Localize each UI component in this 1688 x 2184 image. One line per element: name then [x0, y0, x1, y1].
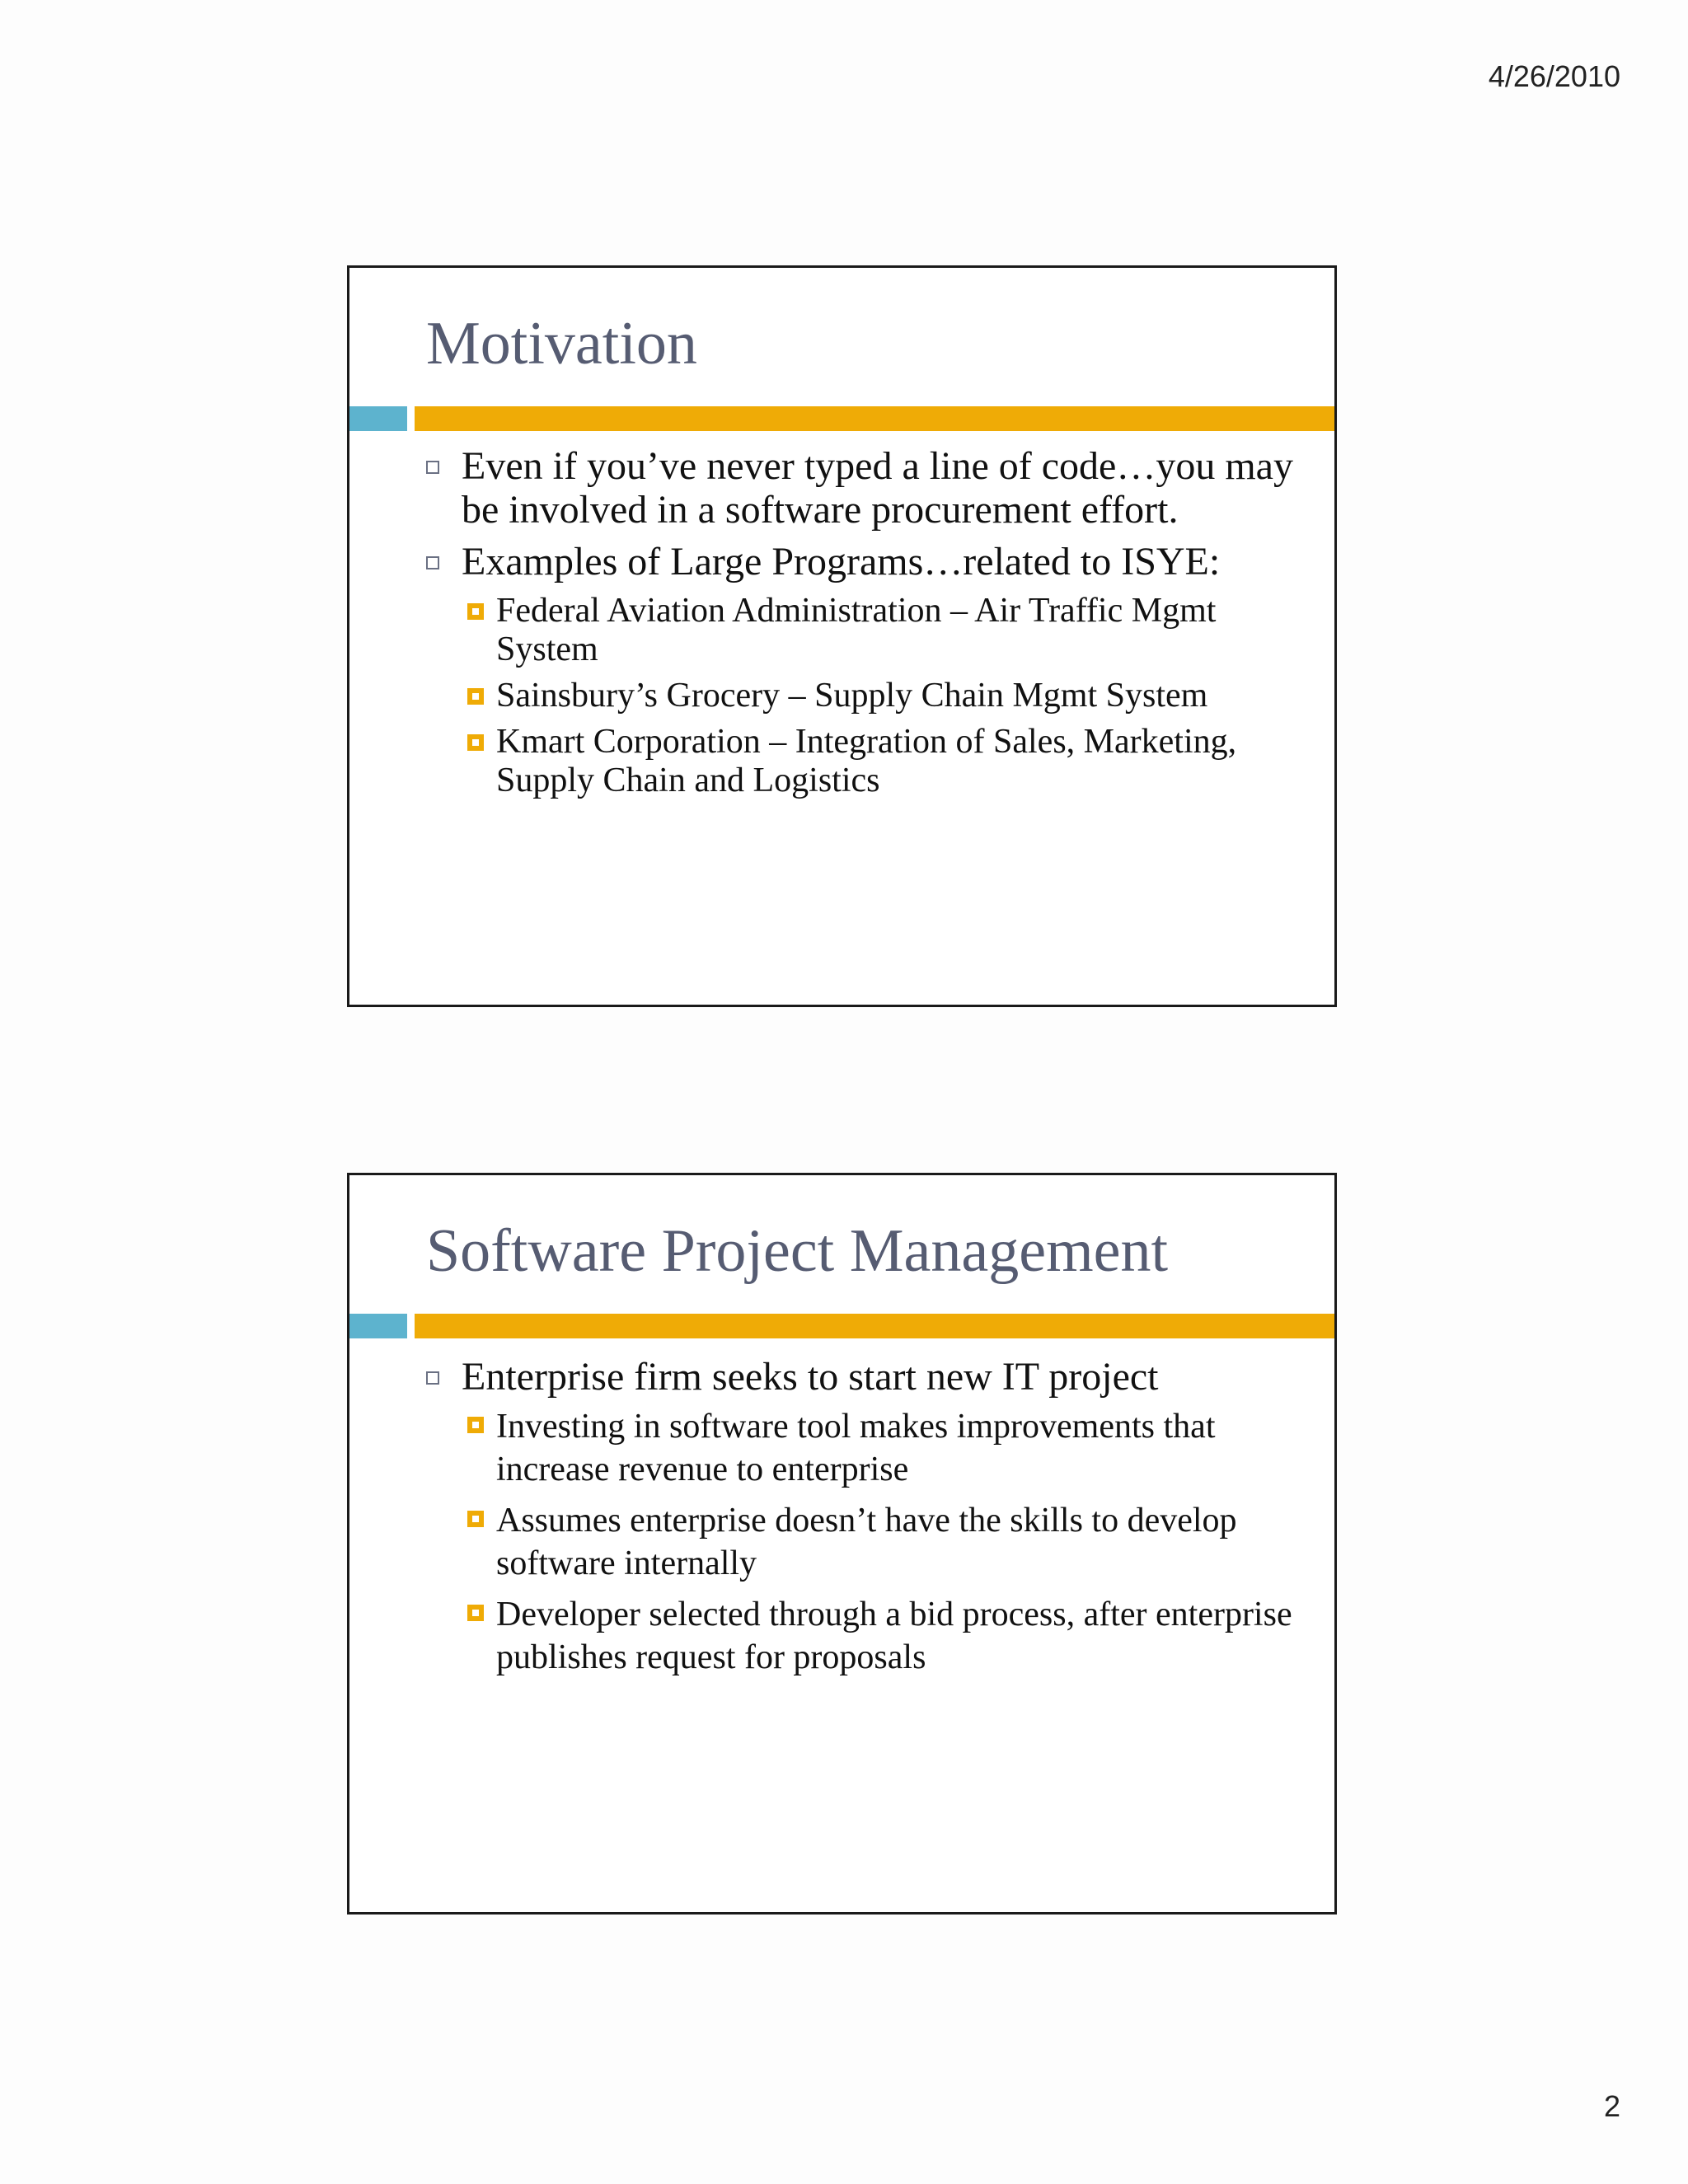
square-bullet-icon: [426, 556, 439, 569]
title-accent-bar-blue: [349, 1314, 407, 1338]
slide-motivation: [347, 265, 1337, 1007]
page-date: 4/26/2010: [1488, 59, 1620, 93]
sub-bullet-item: [426, 1593, 1301, 1679]
sub-bullet-item: [426, 592, 1301, 669]
title-accent-bar-blue: [349, 406, 407, 431]
sub-bullet-item: [426, 723, 1301, 800]
sub-bullet-text: Kmart Corporation – Integration of Sales, Marketing, Supply Chain and Logistics: [496, 723, 1237, 799]
square-bullet-icon: [426, 1371, 439, 1385]
square-bullet-icon: [426, 461, 439, 474]
page-number: 2: [1603, 2089, 1620, 2123]
hollow-square-bullet-icon: [467, 1417, 484, 1433]
sub-bullet-text: Federal Aviation Administration – Air Traffic Mgmt System: [496, 592, 1217, 668]
slide-title: Motivation: [426, 310, 697, 377]
sub-bullet-text: Assumes enterprise doesn’t have the skills to develop software internally: [496, 1502, 1237, 1582]
bullet-item: [426, 444, 1301, 532]
slide-title: Software Project Management: [426, 1217, 1169, 1285]
slide-body: [426, 1355, 1301, 1687]
sub-bullet-text: Sainsbury’s Grocery – Supply Chain Mgmt System: [496, 677, 1208, 715]
hollow-square-bullet-icon: [467, 1605, 484, 1621]
title-accent-bar-gold: [415, 1314, 1334, 1338]
bullet-item: [426, 540, 1301, 583]
slide-body: [426, 444, 1301, 808]
sub-bullet-text: Investing in software tool makes improvements that increase revenue to enterprise: [496, 1408, 1216, 1488]
sub-bullet-item: [426, 677, 1301, 715]
title-accent-bar-gold: [415, 406, 1334, 431]
sub-bullet-text: Developer selected through a bid process, after enterprise publishes request for proposals: [496, 1596, 1292, 1676]
sub-bullet-list: [426, 592, 1301, 800]
sub-bullet-list: [426, 1405, 1301, 1679]
sub-bullet-item: [426, 1499, 1301, 1585]
hollow-square-bullet-icon: [467, 688, 484, 705]
bullet-item: [426, 1355, 1301, 1399]
slide-software-project-management: [347, 1173, 1337, 1915]
bullet-text: Enterprise firm seeks to start new IT project: [462, 1355, 1159, 1399]
hollow-square-bullet-icon: [467, 734, 484, 751]
bullet-text: Examples of Large Programs…related to ISYE:: [462, 540, 1221, 583]
hollow-square-bullet-icon: [467, 603, 484, 620]
hollow-square-bullet-icon: [467, 1511, 484, 1527]
sub-bullet-item: [426, 1405, 1301, 1491]
bullet-text: Even if you’ve never typed a line of code…you may be involved in a software procurement effort.: [462, 444, 1293, 532]
